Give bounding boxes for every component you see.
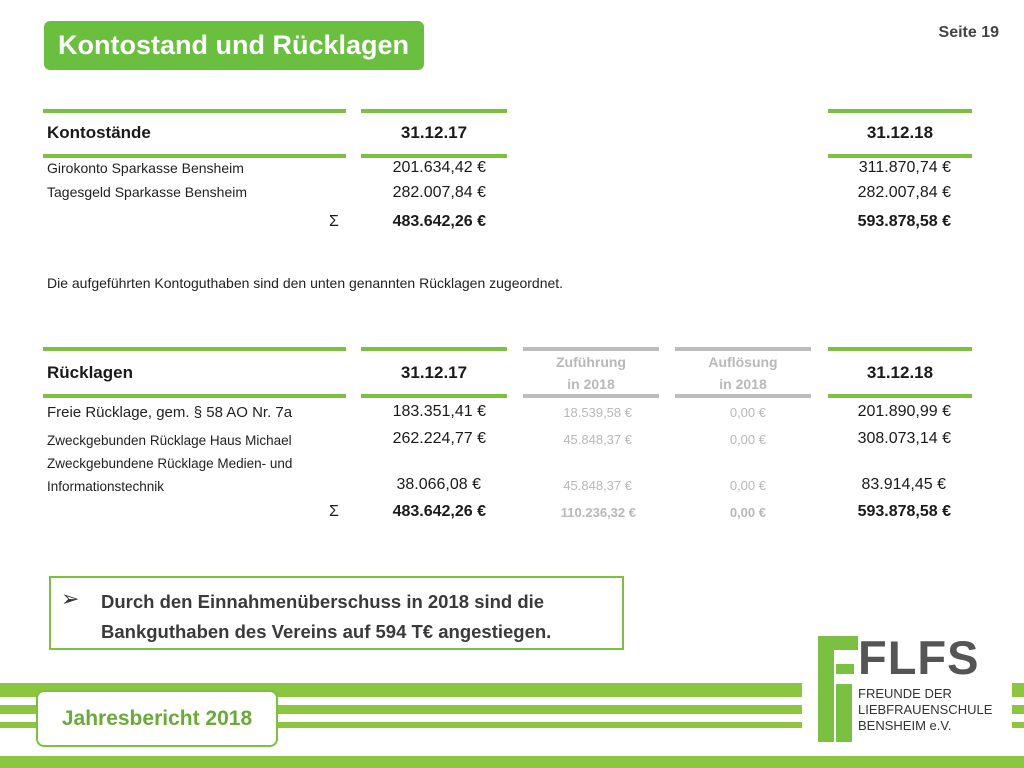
slide-title: Kontostand und Rücklagen <box>44 21 424 70</box>
value-2017: 282.007,84 € <box>392 184 486 201</box>
flfs-logo <box>812 630 1012 750</box>
value-2017: 262.224,77 € <box>392 430 486 447</box>
page-number: Seite 19 <box>938 24 999 41</box>
divider <box>361 154 507 158</box>
divider <box>361 109 507 113</box>
value-2018: 83.914,45 € <box>861 476 946 493</box>
divider <box>828 347 972 351</box>
divider <box>361 347 507 351</box>
col-header-2018: 31.12.18 <box>866 123 934 142</box>
report-label: Jahresbericht 2018 <box>36 690 278 747</box>
col-header-2017: 31.12.17 <box>400 363 468 382</box>
value-releases: 0,00 € <box>729 432 766 447</box>
row-label-line2: Informationstechnik <box>47 479 165 494</box>
col-header-releases-line2: in 2018 <box>719 376 767 392</box>
footer-stripe <box>1012 722 1024 728</box>
divider <box>43 109 346 113</box>
sum-2018: 593.878,58 € <box>857 213 951 230</box>
col-header-releases-line1: Auflösung <box>708 354 778 370</box>
value-2018: 282.007,84 € <box>857 184 951 201</box>
sum-symbol: Σ <box>329 213 339 230</box>
divider <box>828 109 972 113</box>
divider <box>675 394 811 398</box>
col-header-releases <box>675 351 811 395</box>
col-header-additions <box>523 351 659 395</box>
sum-symbol: Σ <box>329 503 339 520</box>
value-2018: 201.890,99 € <box>857 403 951 420</box>
sum-additions: 110.236,32 € <box>560 505 636 520</box>
sum-2018: 593.878,58 € <box>857 503 951 520</box>
divider <box>361 394 507 398</box>
divider <box>43 347 346 351</box>
divider <box>43 394 346 398</box>
divider <box>523 394 659 398</box>
row-label: Tagesgeld Sparkasse Bensheim <box>47 184 248 200</box>
divider <box>828 394 972 398</box>
summary-callout <box>49 576 624 650</box>
value-2017: 201.634,42 € <box>392 159 486 176</box>
logo-line1: FREUNDE DER <box>858 686 952 701</box>
footer-stripe <box>1012 705 1024 714</box>
value-releases: 0,00 € <box>729 478 766 493</box>
col-header-additions-line2: in 2018 <box>567 376 615 392</box>
sum-releases: 0,00 € <box>729 505 766 520</box>
row-label: Girokonto Sparkasse Bensheim <box>47 160 244 176</box>
sum-2017: 483.642,26 € <box>392 503 486 520</box>
arrow-bullet-icon: ➢ <box>61 586 80 611</box>
logo-f-mark-icon <box>816 634 864 744</box>
value-2018: 308.073,14 € <box>857 430 951 447</box>
divider <box>43 154 346 158</box>
reserves-heading: Rücklagen <box>47 363 133 382</box>
footer-stripe <box>0 756 1024 768</box>
logo-org-name <box>858 686 992 734</box>
sum-2017: 483.642,26 € <box>392 213 486 230</box>
logo-letters: FLFS <box>858 631 980 684</box>
row-label-line1: Zweckgebundene Rücklage Medien- und <box>47 456 293 471</box>
footer-stripe <box>1012 683 1024 697</box>
value-2017: 183.351,41 € <box>392 403 486 420</box>
col-header-2018: 31.12.18 <box>866 363 934 382</box>
logo-line2: LIEBFRAUENSCHULE <box>858 702 993 717</box>
logo-line3: BENSHEIM e.V. <box>858 718 952 733</box>
callout-text: Durch den Einnahmenüberschuss in 2018 sind die Bankguthaben des Vereins auf 594 T€ angestiegen. <box>101 591 552 642</box>
row-label: Zweckgebunden Rücklage Haus Michael <box>47 433 292 448</box>
value-releases: 0,00 € <box>729 405 766 420</box>
accounts-note: Die aufgeführten Kontoguthaben sind den unten genannten Rücklagen zugeordnet. <box>47 275 564 291</box>
value-additions: 18.539,58 € <box>563 405 632 420</box>
value-additions: 45.848,37 € <box>563 478 632 493</box>
col-header-2017: 31.12.17 <box>400 123 468 142</box>
divider <box>828 154 972 158</box>
accounts-heading: Kontostände <box>47 123 151 142</box>
row-label: Freie Rücklage, gem. § 58 AO Nr. 7a <box>47 404 293 421</box>
value-additions: 45.848,37 € <box>563 432 632 447</box>
value-2017: 38.066,08 € <box>396 476 481 493</box>
value-2018: 311.870,74 € <box>858 159 951 176</box>
col-header-additions-line1: Zuführung <box>556 354 626 370</box>
